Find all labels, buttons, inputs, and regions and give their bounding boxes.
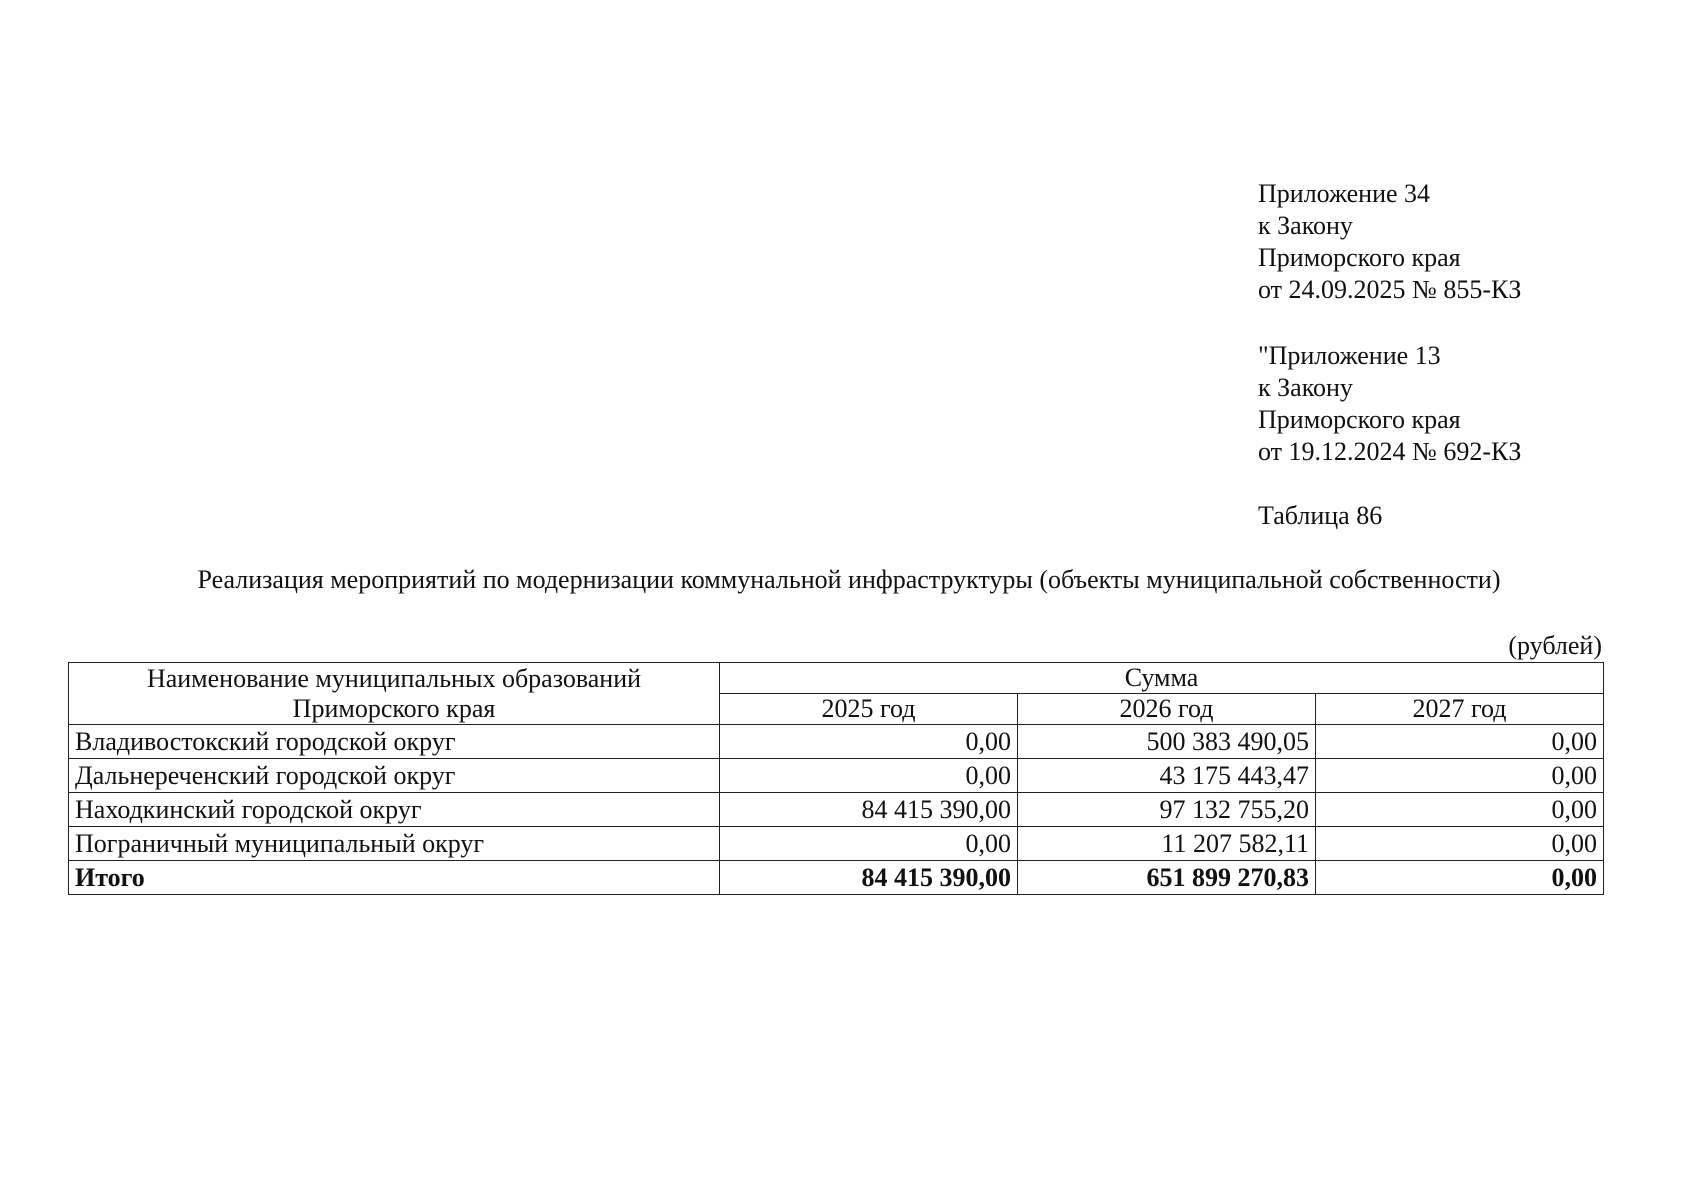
document-title: Реализация мероприятий по модернизации коммунальной инфраструктуры (объекты муниципальной собственности) [197, 565, 1501, 594]
row-municipality-name: Пограничный муниципальный округ [69, 827, 720, 861]
appendix-current-line-1: Приложение 34 [1258, 179, 1431, 208]
appendix-original-line-2: к Закону [1258, 373, 1353, 402]
row-value-2025: 0,00 [720, 759, 1018, 793]
row-value-2025: 0,00 [720, 827, 1018, 861]
units-label: (рублей) [1508, 631, 1602, 660]
header-name-column: Наименование муниципальных образований Приморского края [69, 663, 720, 725]
header-sum: Сумма [720, 663, 1604, 694]
row-value-2026: 500 383 490,05 [1018, 725, 1316, 759]
total-value-2027: 0,00 [1316, 861, 1604, 895]
row-municipality-name: Владивостокский городской округ [69, 725, 720, 759]
table-row [69, 759, 1604, 793]
appendix-current-line-4: от 24.09.2025 № 855-КЗ [1258, 275, 1522, 304]
row-value-2026: 97 132 755,20 [1018, 793, 1316, 827]
row-value-2025: 0,00 [720, 725, 1018, 759]
appendix-current-line-3: Приморского края [1258, 243, 1461, 272]
appendix-original-line-1: "Приложение 13 [1258, 341, 1441, 370]
row-value-2026: 11 207 582,11 [1018, 827, 1316, 861]
appendix-current-block [1258, 178, 1521, 306]
row-value-2027: 0,00 [1316, 725, 1604, 759]
appendix-original-line-4: от 19.12.2024 № 692-КЗ [1258, 437, 1522, 466]
table-number-label: Таблица 86 [1258, 501, 1383, 530]
row-municipality-name: Находкинский городской округ [69, 793, 720, 827]
table-total-row [69, 861, 1604, 895]
table-row [69, 793, 1604, 827]
table-row [69, 725, 1604, 759]
appendix-original-line-3: Приморского края [1258, 405, 1461, 434]
total-value-2026: 651 899 270,83 [1018, 861, 1316, 895]
total-label: Итого [69, 861, 720, 895]
header-year-2027: 2027 год [1316, 694, 1604, 725]
row-value-2027: 0,00 [1316, 793, 1604, 827]
row-value-2027: 0,00 [1316, 827, 1604, 861]
table-row [69, 827, 1604, 861]
funding-table [68, 662, 1604, 895]
appendix-current-line-2: к Закону [1258, 211, 1353, 240]
header-year-2026: 2026 год [1018, 694, 1316, 725]
row-value-2027: 0,00 [1316, 759, 1604, 793]
row-municipality-name: Дальнереченский городской округ [69, 759, 720, 793]
row-value-2026: 43 175 443,47 [1018, 759, 1316, 793]
appendix-original-block [1258, 340, 1521, 468]
total-value-2025: 84 415 390,00 [720, 861, 1018, 895]
header-year-2025: 2025 год [720, 694, 1018, 725]
row-value-2025: 84 415 390,00 [720, 793, 1018, 827]
table-header-row [69, 663, 1604, 694]
